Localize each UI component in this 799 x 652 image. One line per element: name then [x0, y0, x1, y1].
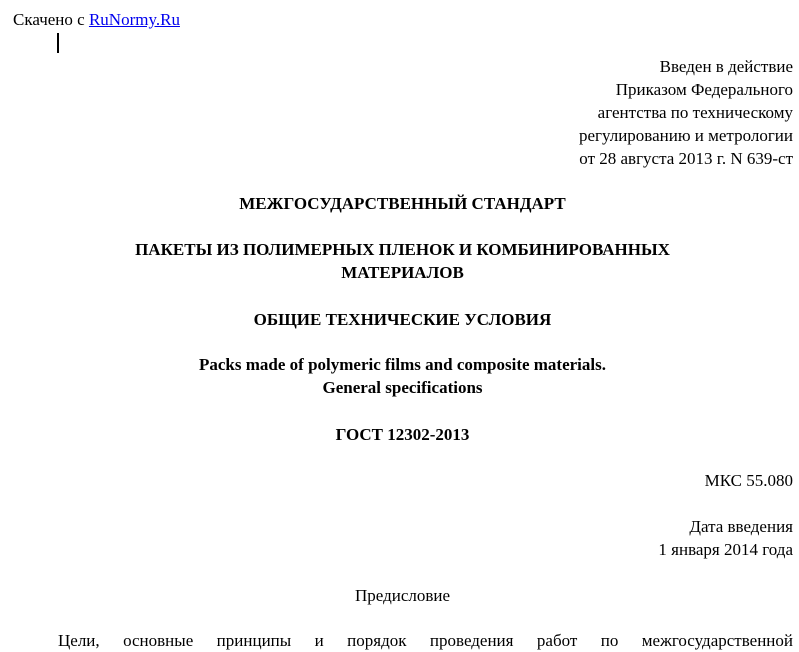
decree-line: регулированию и метрологии: [578, 126, 793, 145]
introduction-date-block: [658, 515, 793, 561]
decree-line: Введен в действие: [659, 57, 793, 76]
runormy-link[interactable]: RuNormy.Ru: [88, 10, 180, 29]
preface-heading: Предисловие: [354, 586, 451, 605]
mks-code: МКС 55.080: [704, 471, 793, 490]
decree-line: Приказом Федерального: [615, 80, 793, 99]
introduction-label: Дата введения: [689, 517, 793, 536]
english-title: [0, 353, 799, 399]
standard-code: ГОСТ 12302-2013: [335, 425, 470, 444]
standard-category: МЕЖГОСУДАРСТВЕННЫЙ СТАНДАРТ: [239, 194, 566, 213]
decree-block: [579, 55, 793, 170]
english-title-line-2: General specifications: [322, 378, 483, 397]
text-cursor: [57, 33, 59, 53]
download-prefix: Скачено с: [13, 10, 89, 29]
decree-line: от 28 августа 2013 г. N 639-ст: [579, 149, 793, 168]
introduction-date: 1 января 2014 года: [658, 540, 793, 559]
title-line-2: МАТЕРИАЛОВ: [341, 263, 464, 282]
title-line-1: ПАКЕТЫ ИЗ ПОЛИМЕРНЫХ ПЛЕНОК И КОМБИНИРОВАННЫХ: [135, 240, 670, 259]
decree-line: агентства по техническому: [597, 103, 793, 122]
english-title-line-1: Packs made of polymeric films and composite materials.: [199, 355, 606, 374]
preface-paragraph: Цели, основные принципы и порядок проведения работ по межгосударственной: [58, 631, 793, 650]
download-source-line: [13, 9, 180, 31]
document-title: [0, 238, 799, 284]
document-subtitle: ОБЩИЕ ТЕХНИЧЕСКИЕ УСЛОВИЯ: [253, 310, 552, 329]
